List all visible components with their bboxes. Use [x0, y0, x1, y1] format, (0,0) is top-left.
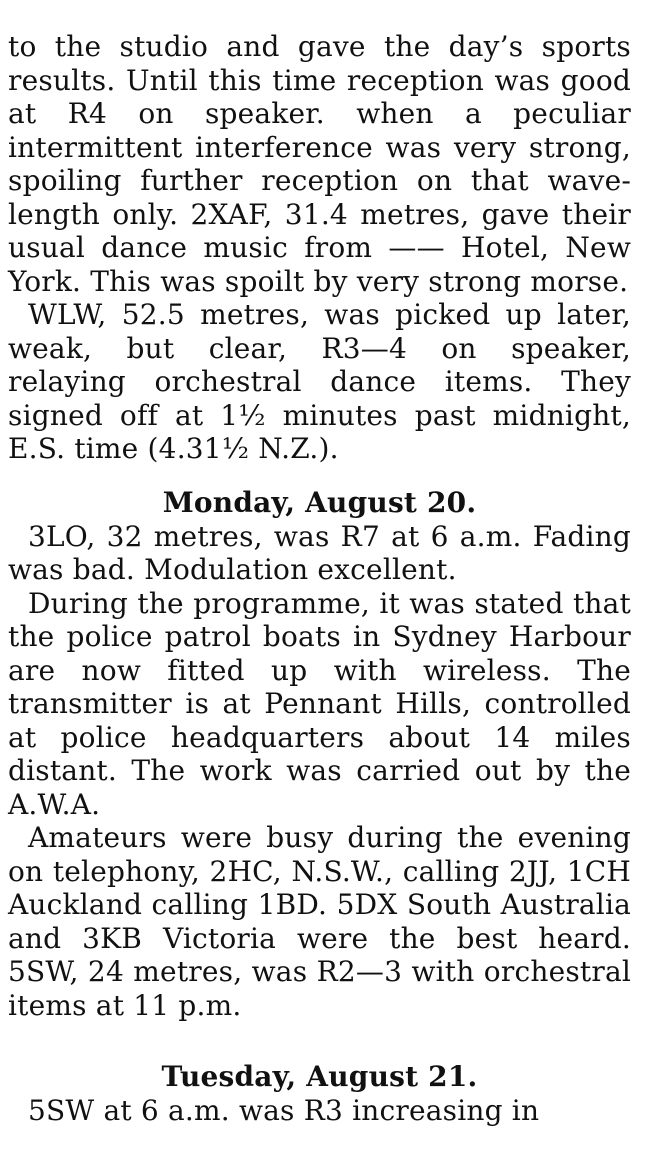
- newspaper-column: [8, 30, 631, 1128]
- monday-paragraph-2: During the programme, it was stated that the police patrol boats in Sydney Harbour are now fitted up with wireless. The transmitter is at Pennant Hills, controlled at police headquarters about 14 miles distant. The work was carried out by the A.W.A.: [8, 586, 631, 821]
- monday-paragraph-3: Amateurs were busy during the evening on telephony, 2HC, N.S.W., calling 2JJ, 1CH Auckland calling 1BD. 5DX South Australia and 3KB Victoria were the best heard. 5SW, 24 metres, was R2—3 with orchestral items at 11 p.m.: [8, 821, 631, 1022]
- intro-paragraph-2: WLW, 52.5 metres, was picked up later, weak, but clear, R3—4 on speaker, relaying orchestral dance items. They signed off at 1½ minutes past midnight, E.S. time (4.31½ N.Z.).: [8, 298, 631, 465]
- tuesday-heading: Tuesday, August 21.: [161, 1060, 478, 1093]
- tuesday-paragraph-1: 5SW at 6 a.m. was R3 increasing in: [28, 1094, 540, 1127]
- monday-heading: Monday, August 20.: [162, 485, 477, 519]
- monday-paragraph-1: 3LO, 32 metres, was R7 at 6 a.m. Fading was bad. Modulation excellent.: [8, 519, 631, 586]
- intro-paragraph-1: to the studio and gave the day’s sports results. Until this time reception was good at R4 on speaker. when a peculiar intermittent interference was very strong, spoiling further reception on that wave-length only. 2XAF, 31.4 metres, gave their usual dance music from —— Hotel, New York. This was spoilt by very strong morse.: [8, 30, 631, 298]
